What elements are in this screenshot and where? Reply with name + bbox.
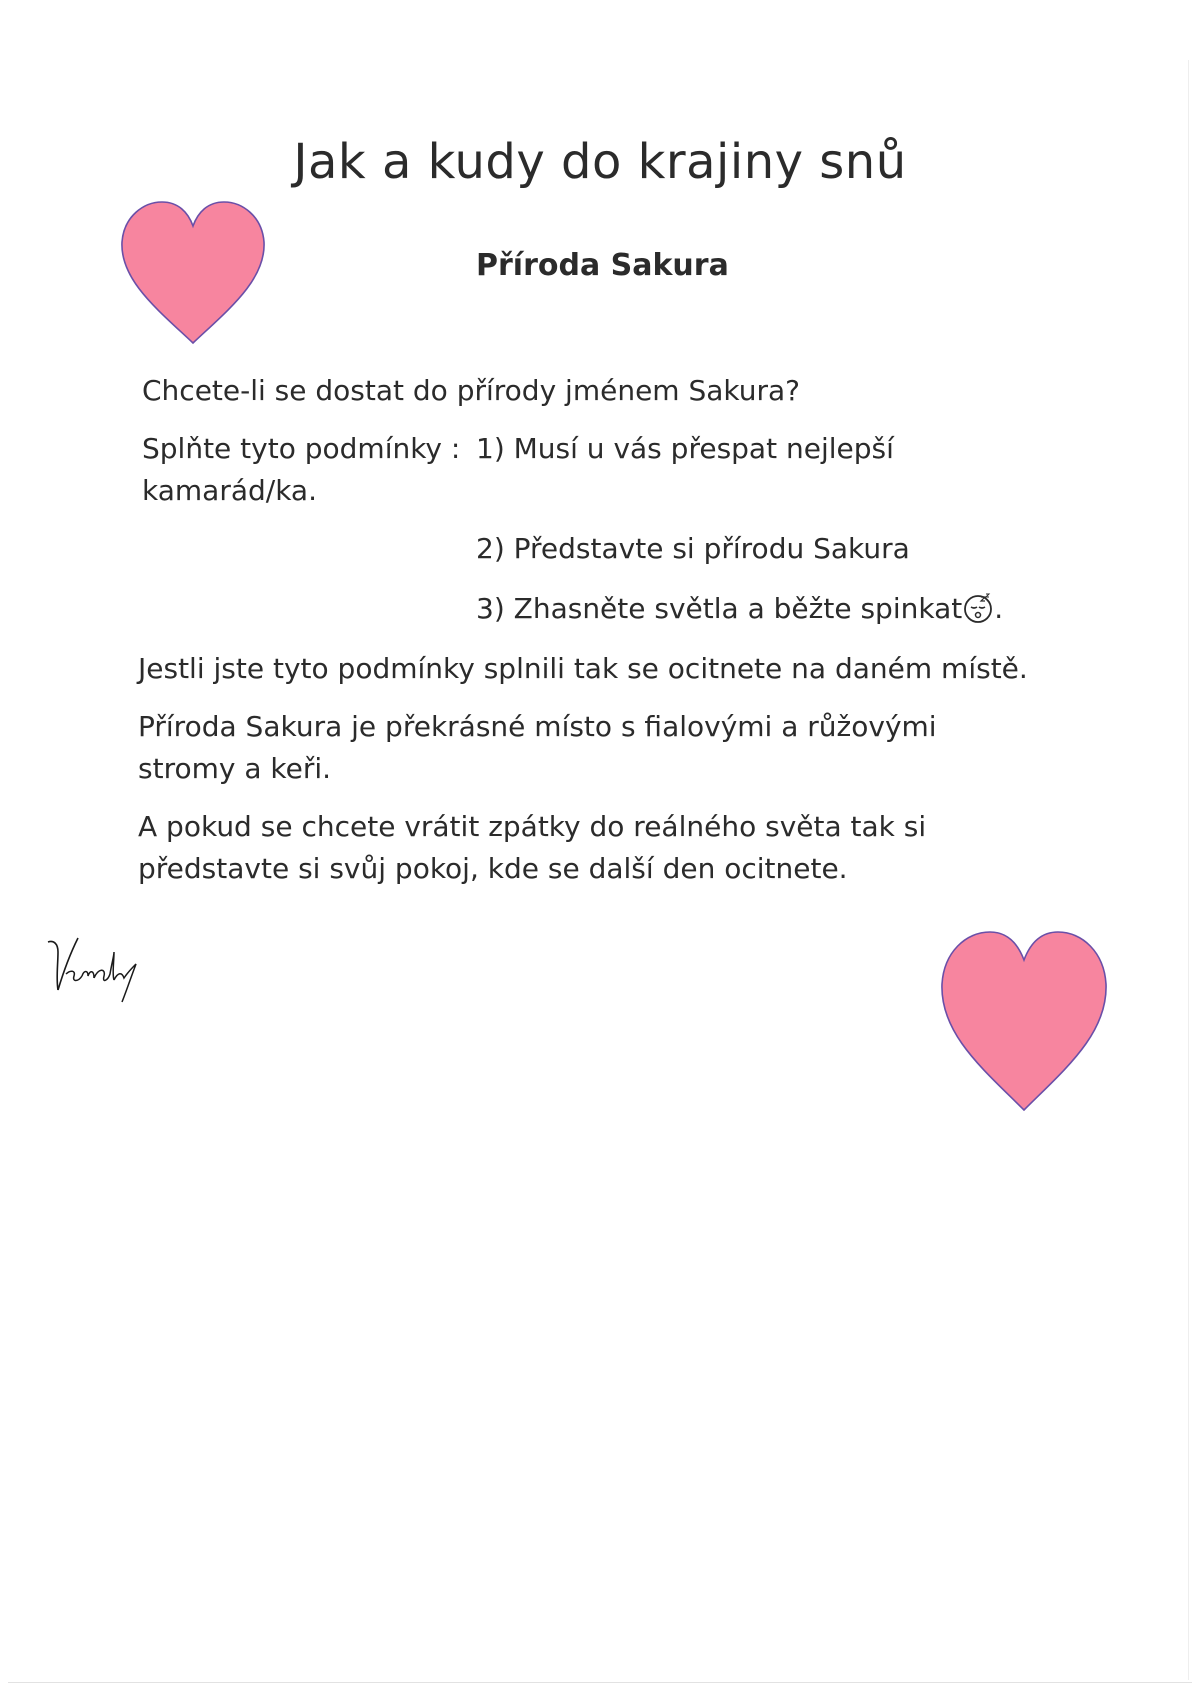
scan-edge-right [1188, 60, 1189, 1680]
condition-2: 2) Představte si přírodu Sakura [476, 532, 910, 565]
result-paragraph: Jestli jste tyto podmínky splnili tak se ocitnete na daném místě. [138, 652, 1028, 685]
conditions-label: Splňte tyto podmínky : [142, 432, 461, 465]
condition-1: 1) Musí u vás přespat nejlepší [476, 432, 894, 465]
return-line-1: A pokud se chcete vrátit zpátky do reálného světa tak si [138, 810, 927, 843]
heart-icon [118, 200, 268, 345]
page-title: Jak a kudy do krajiny snů [293, 134, 907, 190]
return-line-2: představte si svůj pokoj, kde se další den ocitnete. [138, 852, 848, 885]
handwritten-signature [44, 930, 164, 1010]
condition-3 [476, 588, 1003, 630]
heart-icon [938, 930, 1110, 1112]
condition-1-continuation: kamarád/ka. [142, 474, 317, 507]
condition-3-text: 3) Zhasněte světla a běžte spinkat [476, 592, 963, 625]
intro-question: Chcete-li se dostat do přírody jménem Sakura? [142, 374, 801, 407]
description-line-1: Příroda Sakura je překrásné místo s fialovými a růžovými [138, 710, 937, 743]
subtitle: Příroda Sakura [476, 248, 729, 283]
sleeping-face-icon [962, 592, 994, 624]
scan-edge-bottom [8, 1682, 1192, 1683]
description-line-2: stromy a keři. [138, 752, 332, 785]
condition-3-end: . [994, 592, 1004, 625]
